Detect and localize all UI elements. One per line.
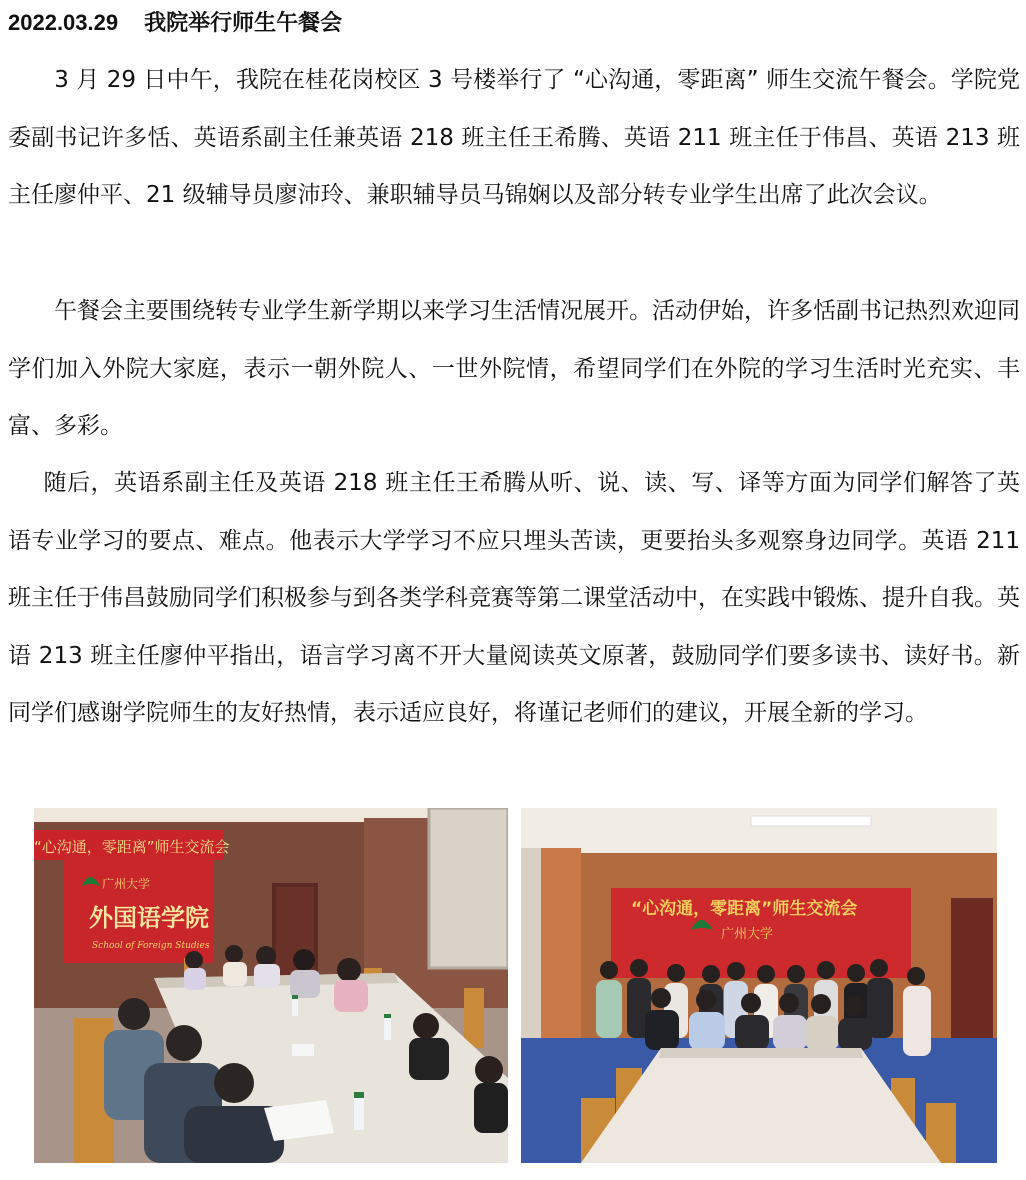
group-photo-scene	[521, 808, 997, 1163]
paragraph-3	[8, 455, 1020, 743]
right-banner-slogan: “心沟通，零距离”师生交流会	[631, 899, 858, 919]
paragraph-2	[8, 283, 1020, 456]
paragraph-1-text: 3 月 29 日中午，我院在桂花岗校区 3 号楼举行了 “心沟通，零距离” 师生交流午餐会。学院党委副书记许多恬、英语系副主任兼英语 218 班主任王希腾、英语 211 班主任于伟昌、英语 213 班主任廖仲平、21 级辅导员廖沛玲、兼职辅导员马锦娴以及部分转专业学生出席了此次会议。	[8, 67, 1020, 208]
paragraph-2-text: 午餐会主要围绕转专业学生新学期以来学习生活情况展开。活动伊始，许多恬副书记热烈欢迎同学们加入外院大家庭，表示一朝外院人、一世外院情，希望同学们在外院的学习生活时光充实、丰富、多彩。	[8, 298, 1020, 439]
paragraph-1	[8, 52, 1020, 225]
article-title: 我院举行师生午餐会	[144, 11, 343, 36]
article-header	[8, 6, 342, 37]
group-photo	[521, 808, 997, 1163]
left-banner-slogan: “心沟通，零距离”师生交流会	[34, 838, 230, 856]
left-banner-university: 广州大学	[102, 877, 151, 891]
meeting-table-scene	[34, 808, 508, 1163]
article-date: 2022.03.29	[8, 10, 119, 35]
meeting-table-photo	[34, 808, 508, 1163]
right-banner-university: 广州大学	[721, 927, 774, 942]
paragraph-3-text: 随后，英语系副主任及英语 218 班主任王希腾从听、说、读、写、译等方面为同学们解答了英语专业学习的要点、难点。他表示大学学习不应只埋头苦读，更要抬头多观察身边同学。英语 211 班主任于伟昌鼓励同学们积极参与到各类学科竞赛等第二课堂活动中，在实践中锻炼、提升自我。英语 213 班主任廖仲平指出，语言学习离不开大量阅读英文原著，鼓励同学们要多读书、读好书。新同学们感谢学院师生的友好热情，表示适应良好，将谨记老师们的建议，开展全新的学习。	[8, 470, 1020, 726]
left-banner-school: 外国语学院	[89, 903, 209, 932]
left-banner-school-en: School of Foreign Studies	[92, 941, 210, 951]
